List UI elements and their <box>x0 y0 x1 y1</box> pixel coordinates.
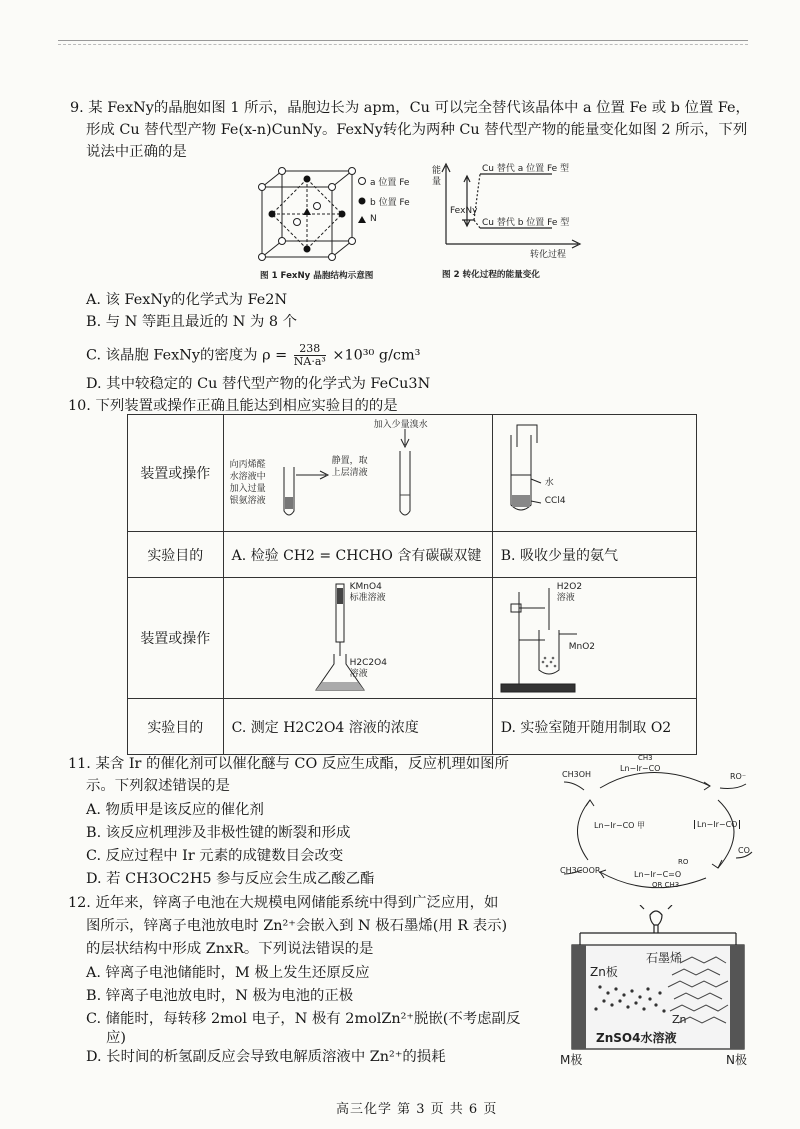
q9-figure2 <box>432 160 582 285</box>
battery-zn-label: Zn <box>672 1013 687 1026</box>
mech-right: Ln−Ir−CO <box>694 820 740 829</box>
device-b-drawing <box>493 415 697 531</box>
q11-option-d: D. 若 CH3OC2H5 参与反应会生成乙酸乙酯 <box>86 871 375 887</box>
purpose-c: C. 测定 H2C2O4 溶液的浓度 <box>223 699 492 755</box>
mech-bottom: Ln−Ir−C=O <box>634 870 682 879</box>
device-a-text2: 水溶液中 <box>229 472 266 482</box>
mech-ro-minus: RO⁻ <box>730 772 747 781</box>
device-a-text4: 银氨溶液 <box>229 496 266 506</box>
device-c-h2c2o4 <box>350 658 387 680</box>
device-d-mno2: MnO2 <box>568 642 596 652</box>
row-label-purpose-2: 实验目的 <box>128 699 224 755</box>
device-d <box>493 578 696 698</box>
device-a-text3: 加入过量 <box>229 484 266 494</box>
mech-co: CO <box>738 846 750 855</box>
mech-left: Ln−Ir−CO 甲 <box>594 821 646 830</box>
device-a-text1: 向丙烯醛 <box>229 460 266 470</box>
device-a-top-label: 加入少量溴水 <box>373 420 428 430</box>
q9-stem-line1: 9. 某 FexNy的晶胞如图 1 所示，晶胞边长为 apm，Cu 可以完全替代该晶体中 a 位置 Fe 或 b 位置 Fe， <box>70 100 750 116</box>
mech-ro: RO <box>678 858 689 866</box>
q9-stem-line3: 说法中正确的是 <box>86 144 187 160</box>
q12-option-c-line1: C. 储能时，每转移 2mol 电子，N 极有 2molZn²⁺脱嵌(不考虑副反 <box>86 1011 521 1027</box>
figure1-caption: 图 1 FexNy 晶胞结构示意图 <box>260 271 374 281</box>
q9-option-d: D. 其中较稳定的 Cu 替代型产物的化学式为 FeCu3N <box>86 376 431 392</box>
purpose-d: D. 实验室随开随用制取 O2 <box>492 699 696 755</box>
fig2-xlabel: 转化过程 <box>530 250 567 260</box>
legend-n: N <box>370 214 377 224</box>
q9-figure1 <box>254 165 424 285</box>
q9-option-c <box>86 343 420 368</box>
device-d-drawing <box>493 578 697 698</box>
q12-battery-figure <box>560 905 756 1065</box>
battery-solution-label: ZnSO4水溶液 <box>596 1031 677 1045</box>
mech-or-ch3: OR CH3 <box>652 881 680 889</box>
q11-mechanism-figure <box>560 754 760 895</box>
q11-stem-line1: 11. 某含 Ir 的催化剂可以催化醚与 CO 反应生成酯，反应机理如图所 <box>68 756 509 772</box>
battery-n-label: N极 <box>726 1053 747 1067</box>
fig2-ylabel: 能量 <box>432 166 442 187</box>
fig2-reactant: FexNy <box>450 206 478 216</box>
q12-option-c-line2: 应) <box>106 1030 127 1046</box>
fig2-upper-label: Cu 替代 a 位置 Fe 型 <box>482 164 570 174</box>
device-b <box>493 415 696 531</box>
q12-option-b: B. 锌离子电池放电时，N 极为电池的正极 <box>86 988 354 1004</box>
q9-stem-line2: 形成 Cu 替代型产物 Fe(x-n)CunNy。FexNy转化为两种 Cu 替代型产物的能量变化如图 2 所示，下列 <box>86 122 748 138</box>
density-denominator: NA·a³ <box>293 355 326 368</box>
density-factor: ×10³⁰ g/cm³ <box>332 347 421 364</box>
q12-stem-line3: 的层状结构中形成 ZnxR。下列说法错误的是 <box>86 941 374 957</box>
battery-m-label: M极 <box>560 1053 583 1067</box>
fig2-lower-label: Cu 替代 b 位置 Fe 型 <box>482 218 570 228</box>
device-a-arrow2: 上层清液 <box>331 468 368 478</box>
legend-a-fe: a 位置 Fe <box>370 178 410 188</box>
q12-option-d: D. 长时间的析氢副反应会导致电解质溶液中 Zn²⁺的损耗 <box>86 1049 446 1065</box>
device-d-h2o2-2: 溶液 <box>556 593 575 603</box>
battery-graphene-label: 石墨烯 <box>646 951 683 965</box>
purpose-b: B. 吸收少量的氨气 <box>492 532 696 578</box>
q12-option-a: A. 锌离子电池储能时，M 极上发生还原反应 <box>86 965 370 981</box>
device-c <box>224 578 492 698</box>
mech-ch3: CH3 <box>638 754 653 762</box>
purpose-a: A. 检验 CH2 = CHCHO 含有碳碳双键 <box>223 532 492 578</box>
q12-stem-line1: 12. 近年来，锌离子电池在大规模电网储能系统中得到广泛应用，如 <box>68 895 499 911</box>
header-rule-dashed <box>58 44 748 45</box>
q12-stem-line2: 图所示，锌离子电池放电时 Zn²⁺会嵌入到 N 极石墨烯(用 R 表示) <box>86 918 508 934</box>
legend-b-fe: b 位置 Fe <box>370 198 410 208</box>
mech-ch3oh: CH3OH <box>562 770 592 779</box>
q11-option-a: A. 物质甲是该反应的催化剂 <box>86 802 264 818</box>
device-c-cell <box>223 578 492 699</box>
row-label-purpose-1: 实验目的 <box>128 532 224 578</box>
q9-option-b: B. 与 N 等距且最近的 N 为 8 个 <box>86 314 298 330</box>
device-b-ccl4: CCl4 <box>544 496 566 506</box>
header-rule <box>58 40 748 41</box>
mech-top: Ln−Ir−CO <box>620 764 661 773</box>
q9-option-c-text: C. 该晶胞 FexNy的密度为 <box>86 347 258 364</box>
figure2-caption: 图 2 转化过程的能量变化 <box>442 270 540 280</box>
density-fraction <box>294 343 326 368</box>
q11-option-b: B. 该反应机理涉及非极性键的断裂和形成 <box>86 825 351 841</box>
q11-option-c: C. 反应过程中 Ir 元素的成键数目会改变 <box>86 848 344 864</box>
device-d-h2o2-1: H2O2 <box>556 582 583 592</box>
device-c-h2c2o4-2: 溶液 <box>349 669 368 679</box>
device-a-arrow1: 静置，取 <box>331 456 368 466</box>
device-b-water: 水 <box>544 478 554 488</box>
q10-stem: 10. 下列装置或操作正确且能达到相应实验目的的是 <box>68 398 398 414</box>
row-label-device-1: 装置或操作 <box>128 415 224 532</box>
density-numerator: 238 <box>294 343 326 356</box>
page-footer: 高三化学 第 3 页 共 6 页 <box>336 1102 498 1117</box>
device-b-cell <box>492 415 696 532</box>
q10-table <box>127 414 697 755</box>
q11-stem-line2: 示。下列叙述错误的是 <box>86 778 230 794</box>
device-d-cell <box>492 578 696 699</box>
device-a-arrow-text <box>332 455 368 479</box>
mech-ch3coor: CH3COOR <box>560 866 601 875</box>
q9-option-a: A. 该 FexNy的化学式为 Fe2N <box>86 292 288 308</box>
device-c-kmno4 <box>350 582 386 604</box>
row-label-device-2: 装置或操作 <box>128 578 224 699</box>
battery-zn-plate-label: Zn板 <box>590 965 618 979</box>
device-c-h2c2o4-1: H2C2O4 <box>349 658 387 668</box>
device-a <box>224 415 492 531</box>
device-d-h2o2 <box>557 582 582 604</box>
device-c-kmno4-1: KMnO4 <box>349 582 382 592</box>
rho: ρ = <box>262 347 288 364</box>
device-a-cell <box>223 415 492 532</box>
device-c-kmno4-2: 标准溶液 <box>349 593 386 603</box>
